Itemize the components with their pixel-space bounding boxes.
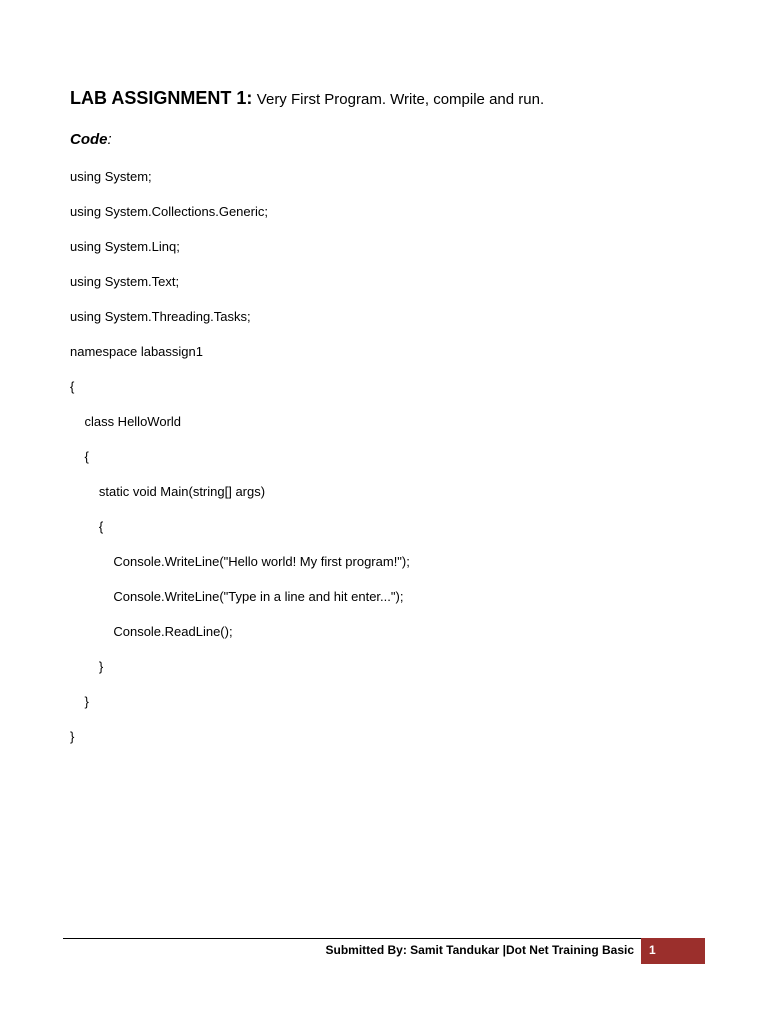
code-line: using System;	[70, 169, 152, 184]
code-line: Console.WriteLine("Hello world! My first program!");	[70, 554, 410, 569]
code-line: }	[70, 729, 75, 744]
code-line: using System.Linq;	[70, 239, 180, 254]
code-line: using System.Text;	[70, 274, 180, 289]
code-line: }	[70, 659, 104, 674]
code-line: static void Main(string[] args)	[70, 484, 266, 499]
code-line: using System.Collections.Generic;	[70, 204, 268, 219]
code-line: {	[70, 519, 104, 534]
code-line: {	[70, 449, 89, 464]
code-line: using System.Threading.Tasks;	[70, 309, 251, 324]
code-line: class HelloWorld	[70, 414, 182, 429]
footer-submitted-by: Submitted By: Samit Tandukar |Dot Net Training Basic	[325, 943, 634, 957]
code-line: Console.WriteLine("Type in a line and hit enter...");	[70, 589, 404, 604]
assignment-label: LAB ASSIGNMENT 1:	[70, 88, 253, 108]
code-line: namespace labassign1	[70, 344, 203, 359]
code-label-colon: :	[107, 131, 112, 148]
assignment-title: Very First Program. Write, compile and run.	[256, 91, 545, 108]
code-block	[70, 0, 710, 760]
footer-divider	[63, 938, 641, 939]
code-line: }	[70, 694, 89, 709]
code-line: Console.ReadLine();	[70, 624, 233, 639]
code-line: {	[70, 379, 75, 394]
page-number-badge	[641, 938, 705, 964]
page-number: 1	[649, 943, 656, 957]
code-label-text: Code	[70, 131, 108, 148]
